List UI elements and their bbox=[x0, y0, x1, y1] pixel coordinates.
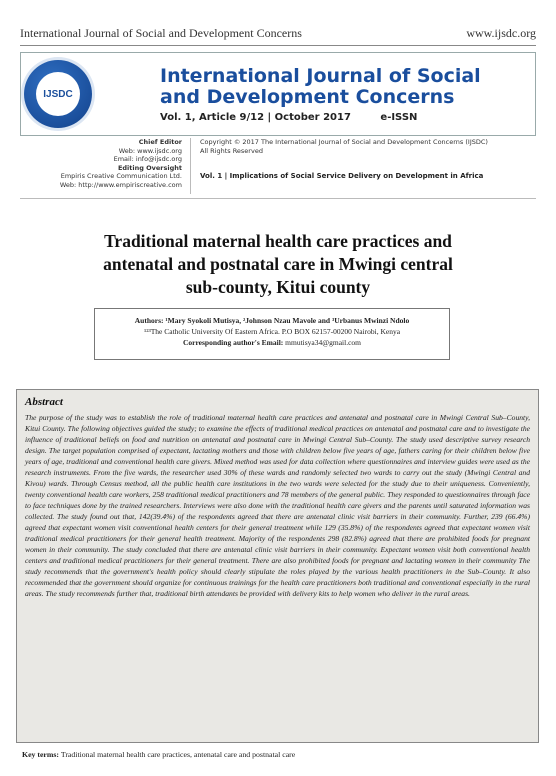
info-divider bbox=[190, 138, 191, 194]
running-header bbox=[20, 26, 536, 46]
corresponding-label: Corresponding author's Email: bbox=[182, 338, 284, 347]
journal-logo-icon bbox=[24, 60, 92, 128]
chief-editor-web[interactable]: Web: www.ijsdc.org bbox=[118, 146, 182, 155]
corresponding-line bbox=[95, 337, 449, 348]
abstract-box bbox=[16, 389, 539, 743]
series-title: Vol. 1 | Implications of Social Service Delivery on Development in Africa bbox=[200, 172, 484, 180]
paper-title-line3: sub-county, Kitui county bbox=[185, 277, 371, 297]
paper-title-line1: Traditional maternal health care practices and bbox=[104, 231, 452, 251]
running-header-url[interactable]: www.ijsdc.org bbox=[466, 26, 536, 40]
rights-text: All Rights Reserved bbox=[200, 146, 263, 155]
oversight-web[interactable]: Web: http://www.empiriscreative.com bbox=[59, 180, 182, 189]
authors-box bbox=[94, 308, 450, 360]
copyright-text: Copyright © 2017 The International Journal of Social and Development Concerns (IJSDC) bbox=[200, 138, 488, 146]
abstract-body: The purpose of the study was to establish the role of traditional maternal health care practices and antenatal and postnatal care in Mwingi Central Sub–County, Kitui County. The following objectives guided the study; to examine the effects of traditional medical practices on antenatal and postnatal care and to investigate the influence of traditional beliefs on food and nutrition on antenatal and postnatal care in Mwingi Central Sub–County. The study used descriptive survey research design. The target population comprised of expectant, lactating mothers and those with children below five years of age, fathers caring for their children below five years of age, traditional and conventional health care givers. Mixed method was used for data collection where questionnaires and interview guides were used as the research instruments. From the five wards, the researcher used 30% of these wards and randomly selected two wards to carry out the study (Mwingi Central and Kivou) wards. Through Census method, all the public health care institutions in the two wards were selected for the study due to their uniqueness. Conveniently, twenty conventional health care workers, 258 traditional medical practitioners and 78 members of the general public. They responded to questionnaires through face to face techniques done by the trained researchers. Interviews were also done with the traditional health care givers and the parents until saturated information was collected. The study found out that, 142(39.4%) of the respondents agreed that there are antenatal clinic visit barriers in their community. Further, 239 (66.4%) agreed that expectant women visit conventional health centers for their general treatment while 129 (35.8%) of the respondents agreed that expectant women visit traditional medical practitioners for their general health treatment. Majority of the respondents 298 (82.8%) agreed that there are prohibited foods for pregnant women in their community. The study concluded that there are antenatal clinic visit barriers in their community. Expectant women visit both conventional health centers and traditional medical practitioners for their general treatment. There are also prohibited foods for pregnant and lactating women in their community The study recommends that the government's health policy should clearly stipulate the roles played by the various health practitioners in the Sub–County. It also recommended that the government should organize for continuous trainings for the health care practitioners both traditional and conventional especially in the rural areas. The study recommends further that, traditional birth attendants be provided with delivery kits to help women who deliver in the rural areas. bbox=[25, 413, 530, 598]
editor-info bbox=[20, 138, 182, 189]
authors-line: Authors: ¹Mary Syokoli Mutisya, ²Johnson Nzau Mavole and ³Urbanus Mwinzi Ndolo bbox=[134, 316, 410, 325]
paper-title-line2: antenatal and postnatal care in Mwingi central bbox=[103, 254, 453, 274]
key-terms-label: Key terms: bbox=[22, 750, 60, 759]
journal-title bbox=[160, 66, 520, 108]
info-rule bbox=[20, 198, 536, 199]
oversight-organization: Empiris Creative Communication Ltd. bbox=[60, 172, 182, 180]
abstract-heading: Abstract bbox=[25, 396, 63, 408]
running-header-journal: International Journal of Social and Development Concerns bbox=[20, 26, 302, 40]
journal-title-line1: International Journal of Social bbox=[160, 65, 481, 87]
editing-oversight-label: Editing Oversight bbox=[117, 163, 182, 172]
chief-editor-email[interactable]: Email: info@ijsdc.org bbox=[113, 155, 182, 163]
corresponding-email[interactable]: mmutisya34@gmail.com bbox=[285, 338, 362, 347]
journal-title-line2: and Development Concerns bbox=[160, 86, 455, 108]
journal-logo-text: IJSDC bbox=[43, 88, 73, 100]
issn-label: e-ISSN bbox=[380, 112, 418, 123]
chief-editor-label: Chief Editor bbox=[138, 138, 182, 146]
paper-title bbox=[40, 230, 516, 299]
copyright-info bbox=[200, 138, 530, 155]
volume-info: Vol. 1, Article 9/12 | October 2017 bbox=[160, 112, 351, 123]
key-terms-text: Traditional maternal health care practices, antenatal care and postnatal care bbox=[60, 750, 296, 759]
key-terms bbox=[22, 750, 534, 759]
volume-line bbox=[160, 112, 417, 123]
header-rule bbox=[20, 45, 536, 46]
affiliation-line: ¹²³The Catholic University Of Eastern Africa. P.O BOX 62157-00200 Nairobi, Kenya bbox=[143, 327, 401, 336]
journal-logo-inner bbox=[36, 72, 80, 116]
